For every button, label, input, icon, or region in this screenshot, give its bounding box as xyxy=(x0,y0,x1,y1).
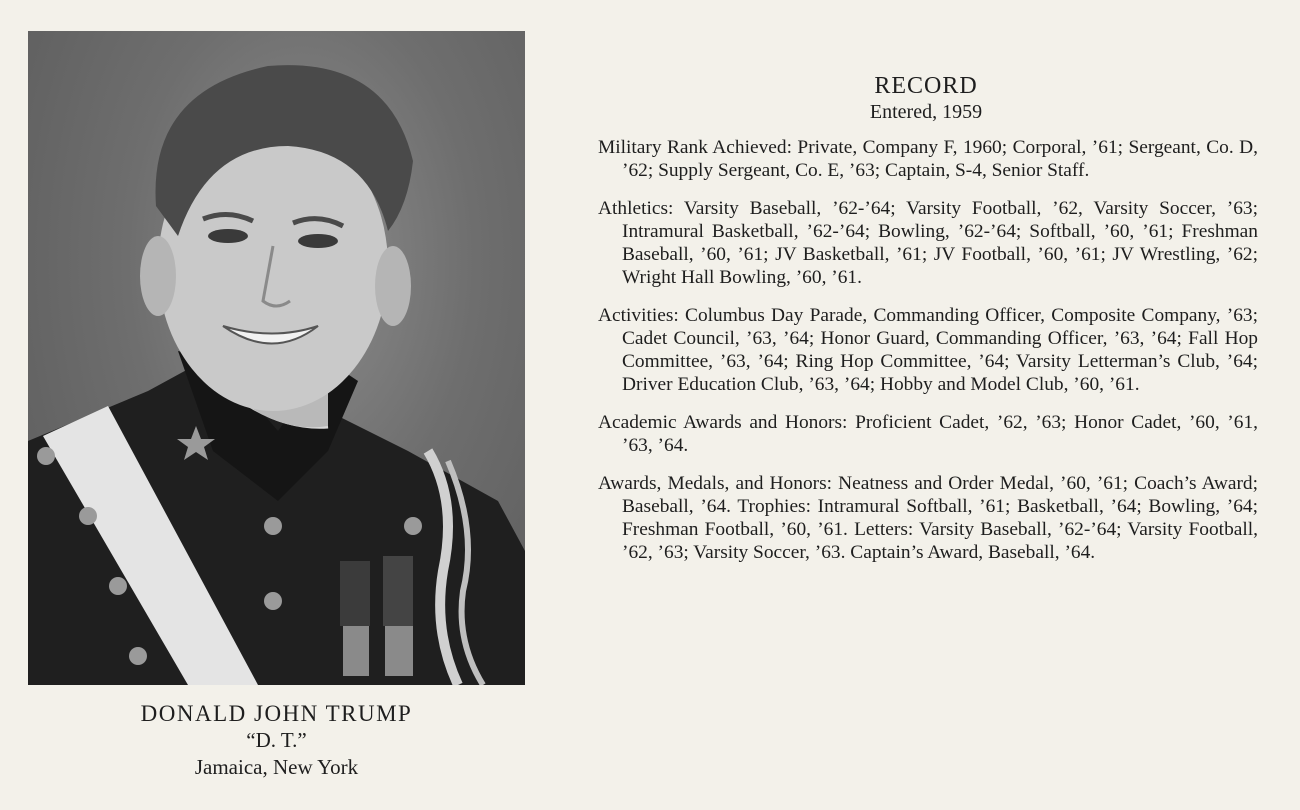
student-hometown: Jamaica, New York xyxy=(194,755,359,779)
record-section-activities: Activities: Columbus Day Parade, Commanding Officer, Composite Company, ’63; Cadet Council, ’63, ’64; Honor Guard, Commanding Officer, ’63, ’64; Fall Hop Committee, ’63, ’64; Ring Hop Committee, ’64; Varsity Letterman’s Club, ’64; Driver Education Club, ’63, ’64; Hobby and Model Club, ’60, ’61. xyxy=(598,305,1258,395)
record-section-academic: Academic Awards and Honors: Proficient Cadet, ’62, ’63; Honor Cadet, ’60, ’61, ’63, ’64. xyxy=(598,412,1258,456)
record-entered: Entered, 1959 xyxy=(869,101,983,123)
record-title: RECORD xyxy=(874,73,978,99)
portrait-caption xyxy=(28,700,525,781)
record-header xyxy=(596,73,1256,125)
record-section-military: Military Rank Achieved: Private, Company F, 1960; Corporal, ’61; Sergeant, Co. D, ’62; Supply Sergeant, Co. E, ’63; Captain, S-4, Senior Staff. xyxy=(598,137,1258,181)
student-nickname: “D. T.” xyxy=(246,728,307,752)
record-section-athletics: Athletics: Varsity Baseball, ’62-’64; Varsity Football, ’62, Varsity Soccer, ’63; Intramural Basketball, ’62-’64; Bowling, ’62-’64; Softball, ’60, ’61; Freshman Baseball, ’60, ’61; JV Basketball, ’61; JV Football, ’60, ’61; JV Wrestling, ’62; Wright Hall Bowling, ’60, ’61. xyxy=(598,198,1258,288)
student-name: DONALD JOHN TRUMP xyxy=(140,701,413,726)
record-sections xyxy=(598,136,1258,579)
portrait-photo xyxy=(28,31,525,685)
record-section-awards: Awards, Medals, and Honors: Neatness and Order Medal, ’60, ’61; Coach’s Award; Baseball, ’64. Trophies: Intramural Softball, ’61; Basketball, ’64; Bowling, ’64; Freshman Football, ’60, ’61. Letters: Varsity Baseball, ’62-’64; Varsity Football, ’62, ’63; Varsity Soccer, ’63. Captain’s Award, Baseball, ’64. xyxy=(598,473,1258,563)
